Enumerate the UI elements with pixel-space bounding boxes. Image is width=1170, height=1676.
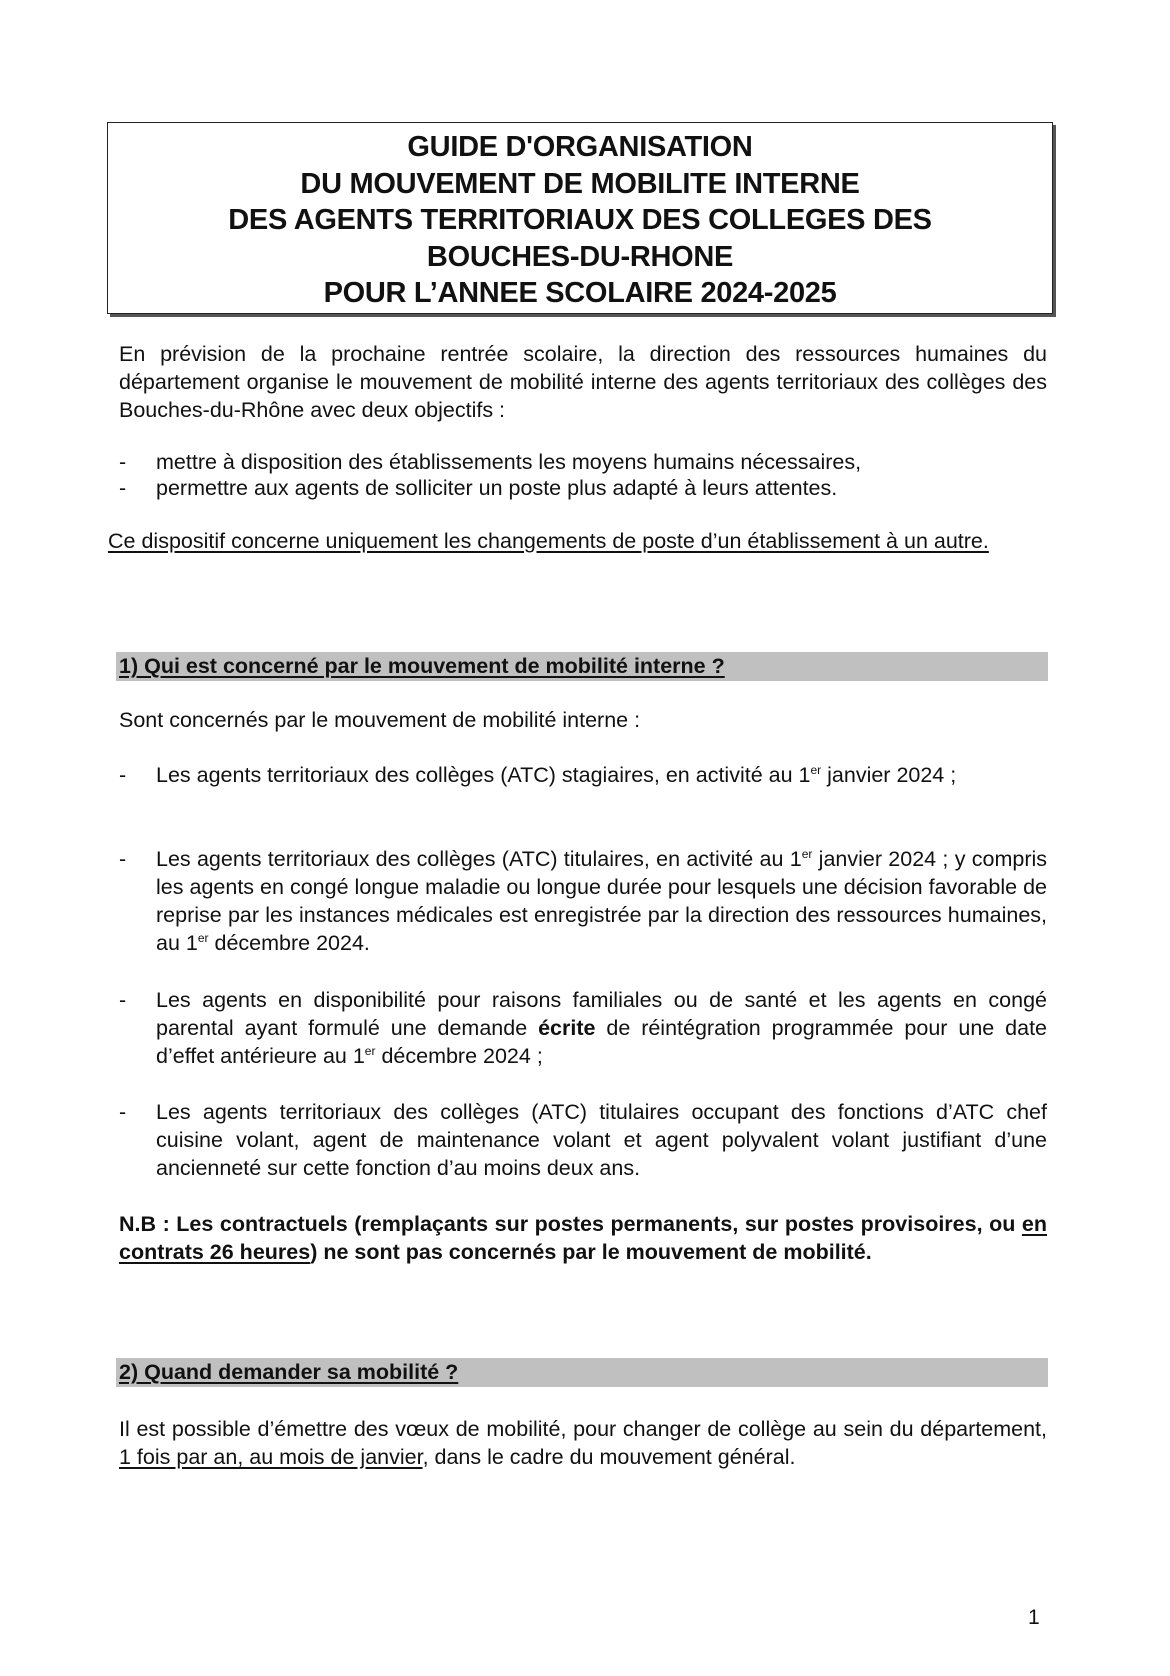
eligibility-item xyxy=(119,986,1047,1070)
text-run: Les agents territoriaux des collèges (ATC) titulaires, en activité au 1 xyxy=(156,847,802,871)
underlined-text: 1 fois par an, au mois de janvier xyxy=(119,1445,423,1469)
bullet-dash: - xyxy=(119,450,127,474)
title-line-3: DES AGENTS TERRITORIAUX DES COLLEGES DES xyxy=(228,204,932,236)
bullet-dash: - xyxy=(119,476,127,500)
section-2-paragraph xyxy=(119,1415,1047,1471)
page-number: 1 xyxy=(1028,1606,1040,1629)
bullet-dash: - xyxy=(119,847,127,871)
eligibility-item-text xyxy=(156,986,1047,1070)
bullet-dash: - xyxy=(119,1100,127,1124)
underlined-text: en contrats 26 heures xyxy=(119,1212,1047,1264)
eligibility-item xyxy=(119,761,1047,789)
scope-note: Ce dispositif concerne uniquement les changements de poste d’un établissement à un autre. xyxy=(108,529,989,553)
title-line-1: GUIDE D'ORGANISATION xyxy=(407,131,753,163)
text-run: ) ne sont pas concernés par le mouvement de mobilité. xyxy=(310,1240,872,1264)
text-run: de réintégration programmée pour une date d’effet antérieure au 1 xyxy=(156,1016,1048,1068)
eligibility-item xyxy=(119,845,1047,957)
section-2-heading: 2) Quand demander sa mobilité ? xyxy=(119,1360,459,1384)
text-run: Les agents en disponibilité pour raisons familiales ou de santé et les agents en congé parental ayant formulé une demande xyxy=(156,988,1047,1040)
bold-emphasis: écrite xyxy=(538,1016,596,1040)
title-line-5: POUR L’ANNEE SCOLAIRE 2024-2025 xyxy=(323,277,837,309)
text-run: janvier 2024 ; xyxy=(821,763,957,787)
eligibility-item xyxy=(119,1098,1047,1182)
bullet-dash: - xyxy=(119,763,127,787)
section-1-lead: Sont concernés par le mouvement de mobilité interne : xyxy=(119,708,641,732)
text-run: Les agents territoriaux des collèges (ATC) stagiaires, en activité au 1 xyxy=(156,763,811,787)
eligibility-item-text xyxy=(156,761,1047,789)
text-run: Il est possible d’émettre des vœux de mobilité, pour changer de collège au sein du département, xyxy=(119,1417,1047,1441)
intro-bullet-text: mettre à disposition des établissements les moyens humains nécessaires, xyxy=(156,450,862,474)
title-line-2: DU MOUVEMENT DE MOBILITE INTERNE xyxy=(300,167,860,200)
superscript: er xyxy=(801,846,813,861)
intro-bullet xyxy=(119,448,1047,476)
superscript: er xyxy=(197,930,209,945)
text-run: décembre 2024 ; xyxy=(375,1044,543,1068)
text-run: décembre 2024. xyxy=(208,931,370,955)
nb-note xyxy=(119,1210,1047,1266)
eligibility-item-text xyxy=(156,845,1047,957)
intro-paragraph: En prévision de la prochaine rentrée scolaire, la direction des ressources humaines du département organise le mouvement de mobilité interne des agents territoriaux des collèges des Bouches-du-Rhône avec deux objectifs : xyxy=(119,342,1047,422)
intro-bullet xyxy=(119,474,1047,502)
intro-bullet-text: permettre aux agents de solliciter un poste plus adapté à leurs attentes. xyxy=(156,476,838,500)
superscript: er xyxy=(810,762,822,777)
text-run: janvier 2024 ; y compris les agents en congé longue maladie ou longue durée pour lesquels une décision favorable de reprise par les instances médicales est enregistrée par la direction des ressources humaines, au 1 xyxy=(156,847,1048,955)
superscript: er xyxy=(364,1043,376,1058)
title-line-4: BOUCHES-DU-RHONE xyxy=(426,240,734,273)
bullet-dash: - xyxy=(119,988,127,1012)
section-1-heading: 1) Qui est concerné par le mouvement de mobilité interne ? xyxy=(119,654,725,678)
eligibility-item-text: Les agents territoriaux des collèges (ATC) titulaires occupant des fonctions d’ATC chef cuisine volant, agent de maintenance volant et agent polyvalent volant justifiant d’une ancienneté sur cette fonction d’au moins deux ans. xyxy=(156,1100,1047,1180)
text-run: , dans le cadre du mouvement général. xyxy=(422,1445,796,1469)
title-box xyxy=(107,122,1053,314)
text-run: N.B : Les contractuels (remplaçants sur postes permanents, sur postes provisoires, ou xyxy=(119,1212,1022,1236)
